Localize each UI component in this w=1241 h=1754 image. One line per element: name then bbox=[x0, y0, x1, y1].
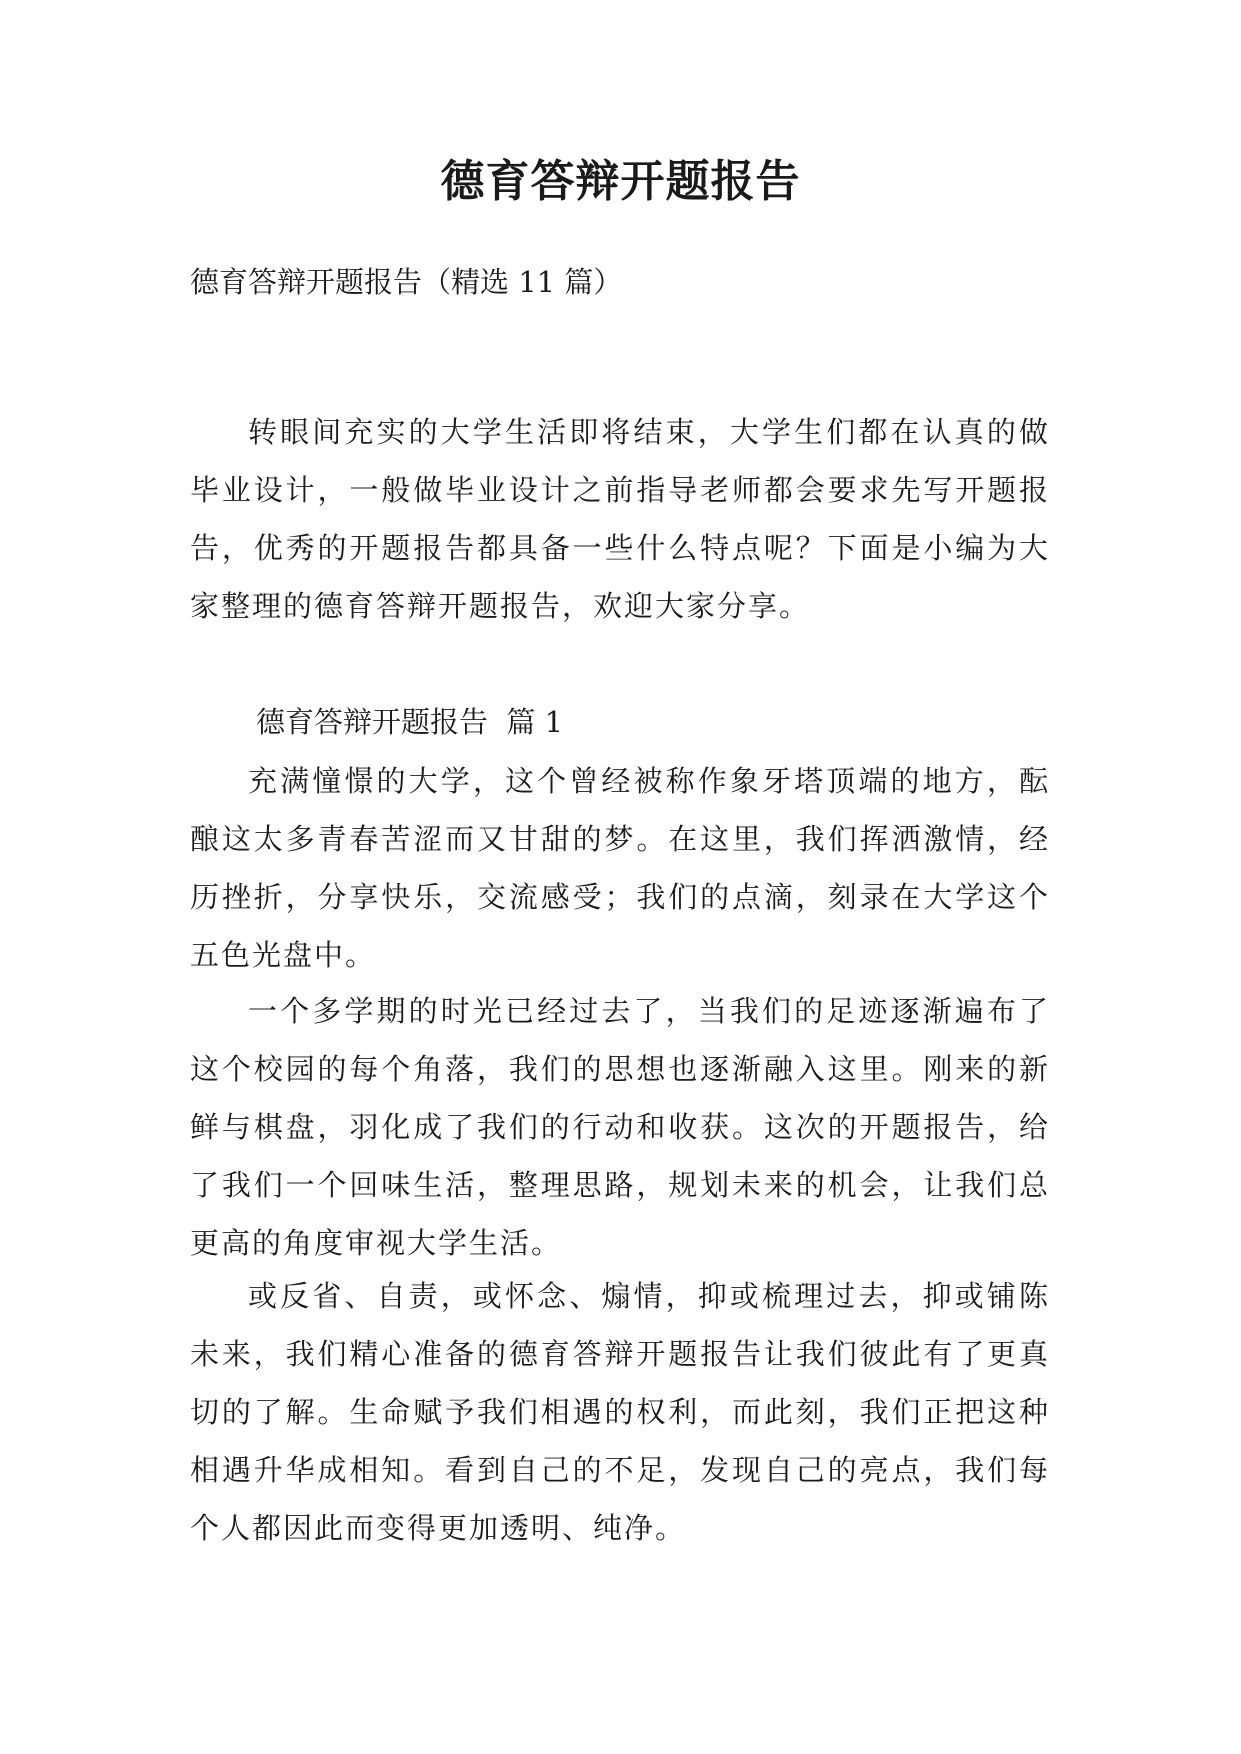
intro-paragraph: 转眼间充实的大学生活即将结束，大学生们都在认真的做毕业设计，一般做毕业设计之前指导老师都会要求先写开题报告，优秀的开题报告都具备一些什么特点呢？下面是小编为大家整理的德育答辩开题报告，欢迎大家分享。 bbox=[190, 415, 1050, 623]
body-paragraph-1: 充满憧憬的大学，这个曾经被称作象牙塔顶端的地方，酝酿这太多青春苦涩而又甘甜的梦。在这里，我们挥洒激情，经历挫折，分享快乐，交流感受；我们的点滴，刻录在大学这个五色光盘中。 bbox=[190, 764, 1050, 972]
document-subtitle: 德育答辩开题报告（精选 11 篇） bbox=[190, 265, 623, 299]
section-heading: 德育答辩开题报告 篇 1 bbox=[256, 705, 564, 739]
body-paragraph-3: 或反省、自责，或怀念、煽情，抑或梳理过去，抑或铺陈未来，我们精心准备的德育答辩开题报告让我们彼此有了更真切的了解。生命赋予我们相遇的权利，而此刻，我们正把这种相遇升华成相知。看到自己的不足，发现自己的亮点，我们每个人都因此而变得更加透明、纯净。 bbox=[190, 1279, 1050, 1545]
body-paragraph-2: 一个多学期的时光已经过去了，当我们的足迹逐渐遍布了这个校园的每个角落，我们的思想也逐渐融入这里。刚来的新鲜与棋盘，羽化成了我们的行动和收获。这次的开题报告，给了我们一个回味生活，整理思路，规划未来的机会，让我们总更高的角度审视大学生活。 bbox=[190, 994, 1050, 1260]
document-title: 德育答辩开题报告 bbox=[440, 156, 801, 207]
